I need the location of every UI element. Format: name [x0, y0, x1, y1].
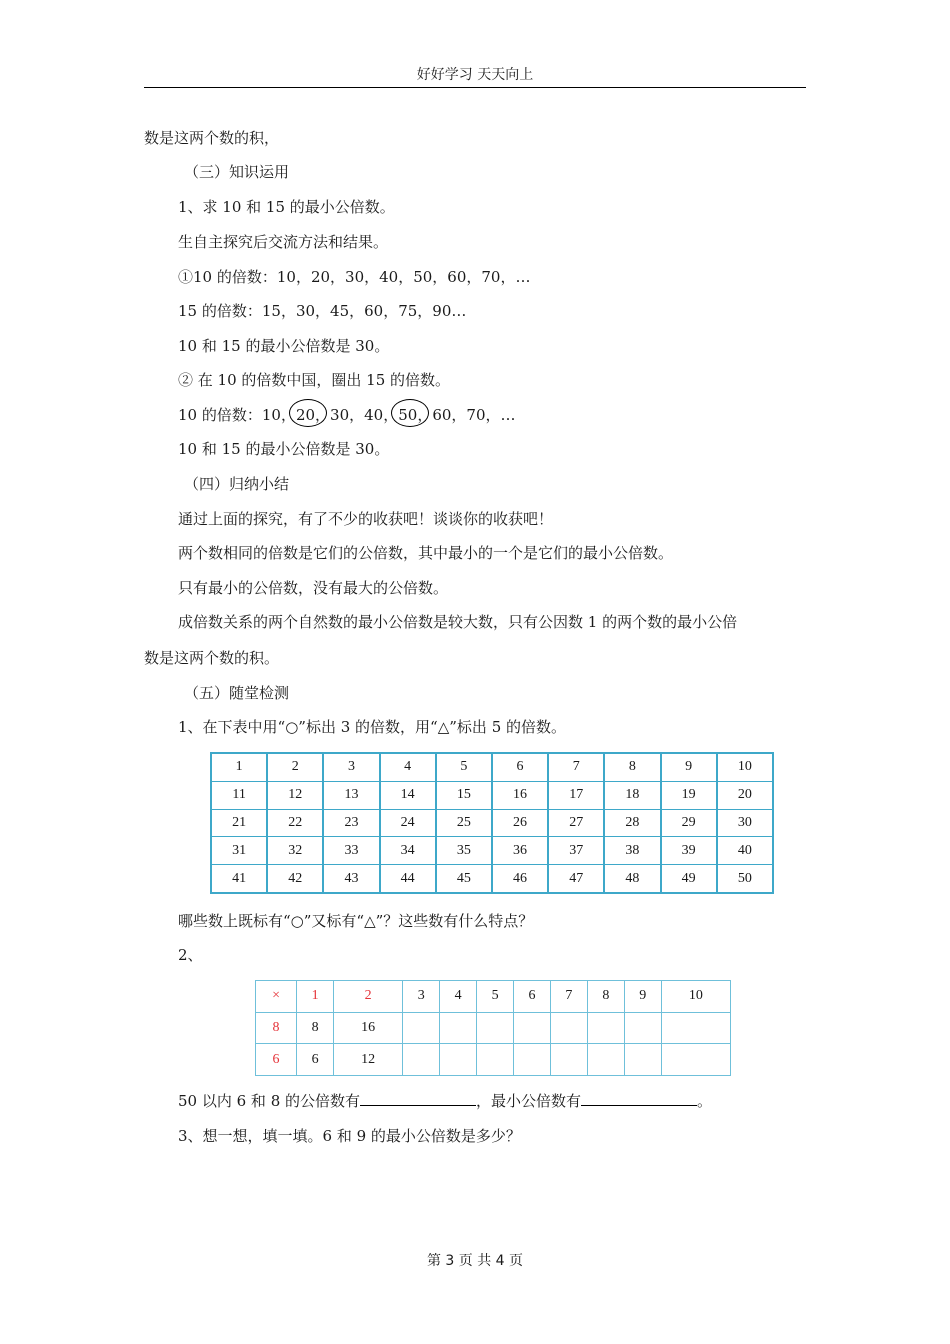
header-cell: 5 [477, 981, 514, 1013]
table-cell: 20 [717, 781, 773, 809]
table-cell: 3 [323, 753, 379, 781]
answer-cell[interactable] [514, 1012, 551, 1044]
table-cell: 32 [267, 837, 323, 865]
answer-cell[interactable] [661, 1012, 730, 1044]
text-line: 1、在下表中用“○”标出 3 的倍数，用“△”标出 5 的倍数。 [178, 718, 567, 736]
table-cell: 33 [323, 837, 379, 865]
table-cell: 6 [492, 753, 548, 781]
answer-cell[interactable] [550, 1044, 587, 1076]
answer-cell[interactable] [403, 1012, 440, 1044]
table-cell: 8 [604, 753, 660, 781]
table-cell: 21 [211, 809, 267, 837]
answer-cell[interactable] [550, 1012, 587, 1044]
table-cell: 30 [717, 809, 773, 837]
table-cell: 44 [380, 865, 436, 894]
table-cell: 7 [548, 753, 604, 781]
section-heading: （四）归纳小结 [184, 475, 290, 493]
table-cell: 43 [323, 865, 379, 894]
multiplication-table [255, 980, 731, 1076]
header-cell: 4 [440, 981, 477, 1013]
table-cell: 39 [661, 837, 717, 865]
circled-number: 50 [398, 406, 418, 424]
fill-text: 。 [697, 1092, 713, 1110]
hundred-chart-table [210, 752, 774, 894]
text-line: 哪些数上既标有“○”又标有“△”？这些数有什么特点？ [178, 912, 534, 930]
table-cell: 25 [436, 809, 492, 837]
answer-cell[interactable] [477, 1012, 514, 1044]
header-cell: 9 [624, 981, 661, 1013]
times-sign-cell: × [256, 981, 297, 1013]
table-cell: 8 [297, 1012, 334, 1044]
table-cell: 34 [380, 837, 436, 865]
page-footer: 第 3 页 共 4 页 [426, 1253, 524, 1269]
header-cell: 7 [550, 981, 587, 1013]
header-cell: 10 [661, 981, 730, 1013]
table-cell: 49 [661, 865, 717, 894]
table-cell: 14 [380, 781, 436, 809]
table-cell: 27 [548, 809, 604, 837]
section-heading: （三）知识运用 [184, 163, 290, 181]
fill-text: ，最小公倍数有 [476, 1092, 582, 1110]
table-cell: 18 [604, 781, 660, 809]
table-row [211, 837, 773, 865]
circled-line-prefix: 10 的倍数：10， [178, 406, 296, 424]
table-cell: 15 [436, 781, 492, 809]
table-cell: 9 [661, 753, 717, 781]
header-cell: 8 [587, 981, 624, 1013]
answer-cell[interactable] [587, 1012, 624, 1044]
text-line: 10 和 15 的最小公倍数是 30。 [178, 337, 390, 355]
table-cell: 12 [334, 1044, 403, 1076]
answer-cell[interactable] [440, 1044, 477, 1076]
table-cell: 42 [267, 865, 323, 894]
text-line: ② 在 10 的倍数中国，圈出 15 的倍数。 [178, 371, 451, 389]
table-cell: 29 [661, 809, 717, 837]
table-cell: 46 [492, 865, 548, 894]
row-factor-cell: 6 [256, 1044, 297, 1076]
header-cell: 1 [297, 981, 334, 1013]
table-cell: 40 [717, 837, 773, 865]
table-cell: 24 [380, 809, 436, 837]
table-cell: 47 [548, 865, 604, 894]
header-cell: 6 [514, 981, 551, 1013]
text-line: 数是这两个数的积。 [144, 649, 280, 667]
circled-number: 20 [295, 406, 316, 424]
text-line: 2、 [178, 946, 203, 964]
table-cell: 23 [323, 809, 379, 837]
text-line: 3、想一想，填一填。6 和 9 的最小公倍数是多少？ [178, 1127, 521, 1145]
section-heading: （五）随堂检测 [184, 684, 290, 702]
table-cell: 5 [436, 753, 492, 781]
table-cell: 16 [334, 1012, 403, 1044]
answer-cell[interactable] [477, 1044, 514, 1076]
table-cell: 17 [548, 781, 604, 809]
table-row [211, 781, 773, 809]
table-row [211, 753, 773, 781]
table-cell: 6 [297, 1044, 334, 1076]
circled-line-suffix: ，60，70，… [417, 406, 516, 424]
table-cell: 11 [211, 781, 267, 809]
fill-in-line [178, 1090, 712, 1111]
table-cell: 1 [211, 753, 267, 781]
text-line: 只有最小的公倍数，没有最大的公倍数。 [178, 579, 449, 597]
header-cell: 3 [403, 981, 440, 1013]
table-cell: 4 [380, 753, 436, 781]
circled-line-mid: ，30，40， [315, 406, 399, 424]
text-line: 10 和 15 的最小公倍数是 30。 [178, 440, 390, 458]
answer-cell[interactable] [440, 1012, 477, 1044]
text-line: 数是这两个数的积， [144, 129, 280, 147]
answer-blank[interactable] [360, 1090, 476, 1106]
text-line: 1、求 10 和 15 的最小公倍数。 [178, 198, 395, 216]
text-line: ①10 的倍数：10，20，30，40，50，60，70，… [178, 268, 531, 286]
table-cell: 12 [267, 781, 323, 809]
answer-cell[interactable] [514, 1044, 551, 1076]
table-cell: 48 [604, 865, 660, 894]
table-cell: 19 [661, 781, 717, 809]
table-cell: 35 [436, 837, 492, 865]
table-cell: 28 [604, 809, 660, 837]
answer-cell[interactable] [403, 1044, 440, 1076]
table-row [211, 865, 773, 894]
answer-cell[interactable] [624, 1044, 661, 1076]
text-line: 生自主探究后交流方法和结果。 [178, 233, 389, 251]
table-cell: 2 [267, 753, 323, 781]
answer-blank[interactable] [581, 1090, 697, 1106]
table-cell: 38 [604, 837, 660, 865]
table-row [256, 1044, 731, 1076]
answer-cell[interactable] [661, 1044, 730, 1076]
page-header: 好好学习 天天向上 [144, 64, 806, 88]
table-cell: 13 [323, 781, 379, 809]
table-row [256, 1012, 731, 1044]
table-cell: 45 [436, 865, 492, 894]
answer-cell[interactable] [587, 1044, 624, 1076]
table-cell: 26 [492, 809, 548, 837]
table-cell: 50 [717, 865, 773, 894]
table-cell: 10 [717, 753, 773, 781]
circled-multiples-line [178, 405, 516, 425]
text-line: 成倍数关系的两个自然数的最小公倍数是较大数，只有公因数 1 的两个数的最小公倍 [178, 613, 738, 631]
table-cell: 31 [211, 837, 267, 865]
row-factor-cell: 8 [256, 1012, 297, 1044]
table-cell: 16 [492, 781, 548, 809]
text-line: 通过上面的探究，有了不少的收获吧！谈谈你的收获吧！ [178, 510, 554, 528]
table-cell: 22 [267, 809, 323, 837]
table-cell: 37 [548, 837, 604, 865]
text-line: 15 的倍数：15，30，45，60，75，90… [178, 302, 467, 320]
table-row [211, 809, 773, 837]
text-line: 两个数相同的倍数是它们的公倍数，其中最小的一个是它们的最小公倍数。 [178, 544, 674, 562]
header-cell: 2 [334, 981, 403, 1013]
table-cell: 41 [211, 865, 267, 894]
answer-cell[interactable] [624, 1012, 661, 1044]
fill-text: 50 以内 6 和 8 的公倍数有 [178, 1092, 361, 1110]
table-cell: 36 [492, 837, 548, 865]
table-header-row [256, 981, 731, 1013]
